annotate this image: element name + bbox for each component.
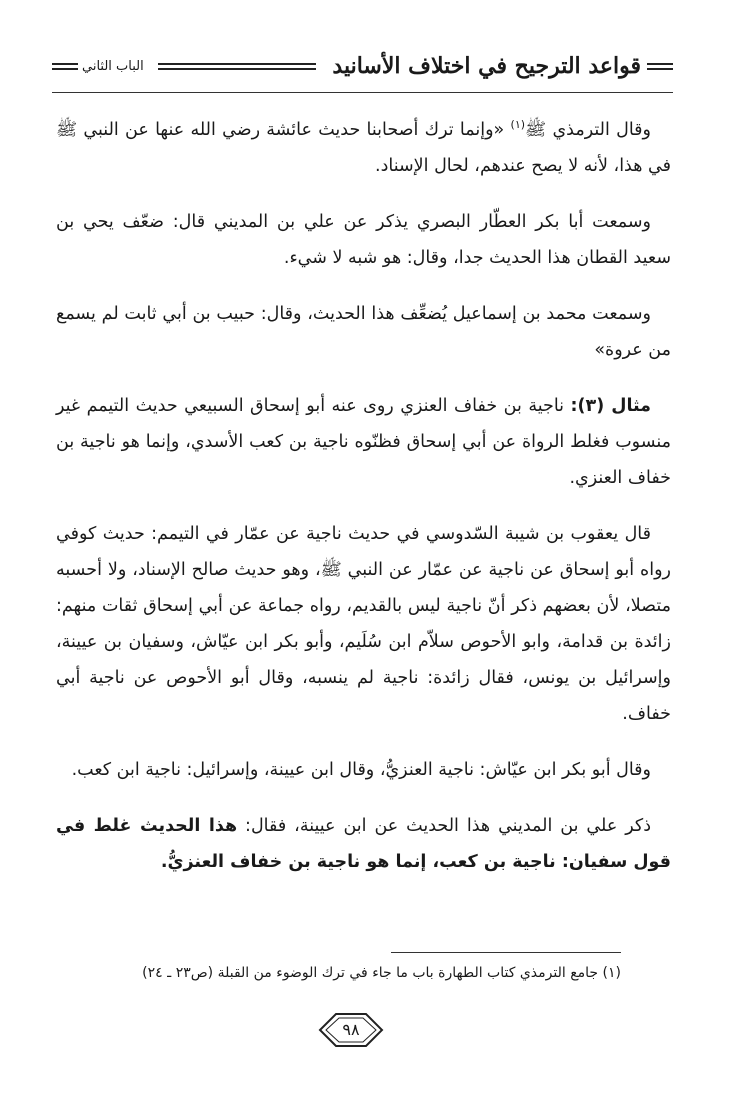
page-number-badge: [316, 1010, 386, 1050]
book-title: قواعد الترجيح في اختلاف الأسانيد: [332, 53, 641, 79]
page-number: ٩٨: [342, 1020, 360, 1039]
page-body: [56, 112, 671, 900]
paragraph-1: وقال الترمذي ﷺ$^{(١)}$ «وإنما ترك أصحابنا حديث عائشة رضي الله عنها عن النبي ﷺ في هذا، لأنه لا يصح عندهم، لحال الإسناد.: [56, 118, 671, 176]
header-ornament-left: [52, 63, 78, 70]
header-ornament-right: [647, 63, 673, 70]
running-header: [52, 48, 673, 84]
paragraph-7: ذكر علي بن المديني هذا الحديث عن ابن عيينة، فقال: هذا الحديث غلط في قول سفيان: ناجية بن كعب، إنما هو ناجية بن خفاف العنزيُّ.: [56, 816, 671, 872]
paragraph-6: وقال أبو بكر ابن عيّاش: ناجية العنزيُّ، وقال ابن عيينة، وإسرائيل: ناجية ابن كعب.: [71, 760, 651, 780]
footnote-reference[interactable]: (١): [510, 118, 526, 132]
bold-quote: هذا الحديث غلط في قول سفيان: ناجية بن كعب، إنما هو ناجية بن خفاف العنزيُّ.: [56, 816, 671, 872]
example-label: مثال (٣):: [570, 396, 651, 416]
chapter-label: الباب الثاني: [82, 58, 144, 74]
paragraph-3: وسمعت محمد بن إسماعيل يُضعِّف هذا الحديث، وقال: حبيب بن أبي ثابت لم يسمع من عروة»: [56, 304, 671, 360]
header-line: [158, 63, 317, 70]
paragraph-4: مثال (٣): ناجية بن خفاف العنزي روى عنه أبو إسحاق السبيعي حديث التيمم غير منسوب فغلط الرواة عن أبي إسحاق فظنّوه ناجية بن كعب الأسدي، وإنما هو ناجية بن خفاف العنزي.: [56, 396, 671, 488]
paragraph-5: قال يعقوب بن شيبة السّدوسي في حديث ناجية عن عمّار في التيمم: حديث كوفي رواه أبو إسحاق عن ناجية عن عمّار عن النبي ﷺ، وهو حديث صالح الإسناد، ولا أحسبه متصلا، لأن بعضهم ذكر أنّ ناجية ليس بالقديم، رواه جماعة عن أبي إسحاق ثقات منهم: زائدة بن قدامة، وابو الأحوص سلاّم ابن سُلَيم، وأبو بكر ابن عيّاش، وسفيان بن عيينة، وإسرائيل بن يونس، فقال زائدة: ناجية لم ينسبه، وقال أبو الأحوص عن ناجية أبي خفاف.: [56, 524, 671, 724]
header-rule: [52, 92, 673, 93]
footnote-rule: [391, 952, 621, 953]
footnote: (١) جامع الترمذي كتاب الطهارة باب ما جاء في ترك الوضوء من القبلة (ص٢٣ ـ ٢٤): [142, 965, 621, 981]
paragraph-2: وسمعت أبا بكر العطّار البصري يذكر عن علي بن المديني قال: ضعّف يحي بن سعيد القطان هذا الحديث جدا، وقال: هو شبه لا شيء.: [56, 212, 671, 268]
